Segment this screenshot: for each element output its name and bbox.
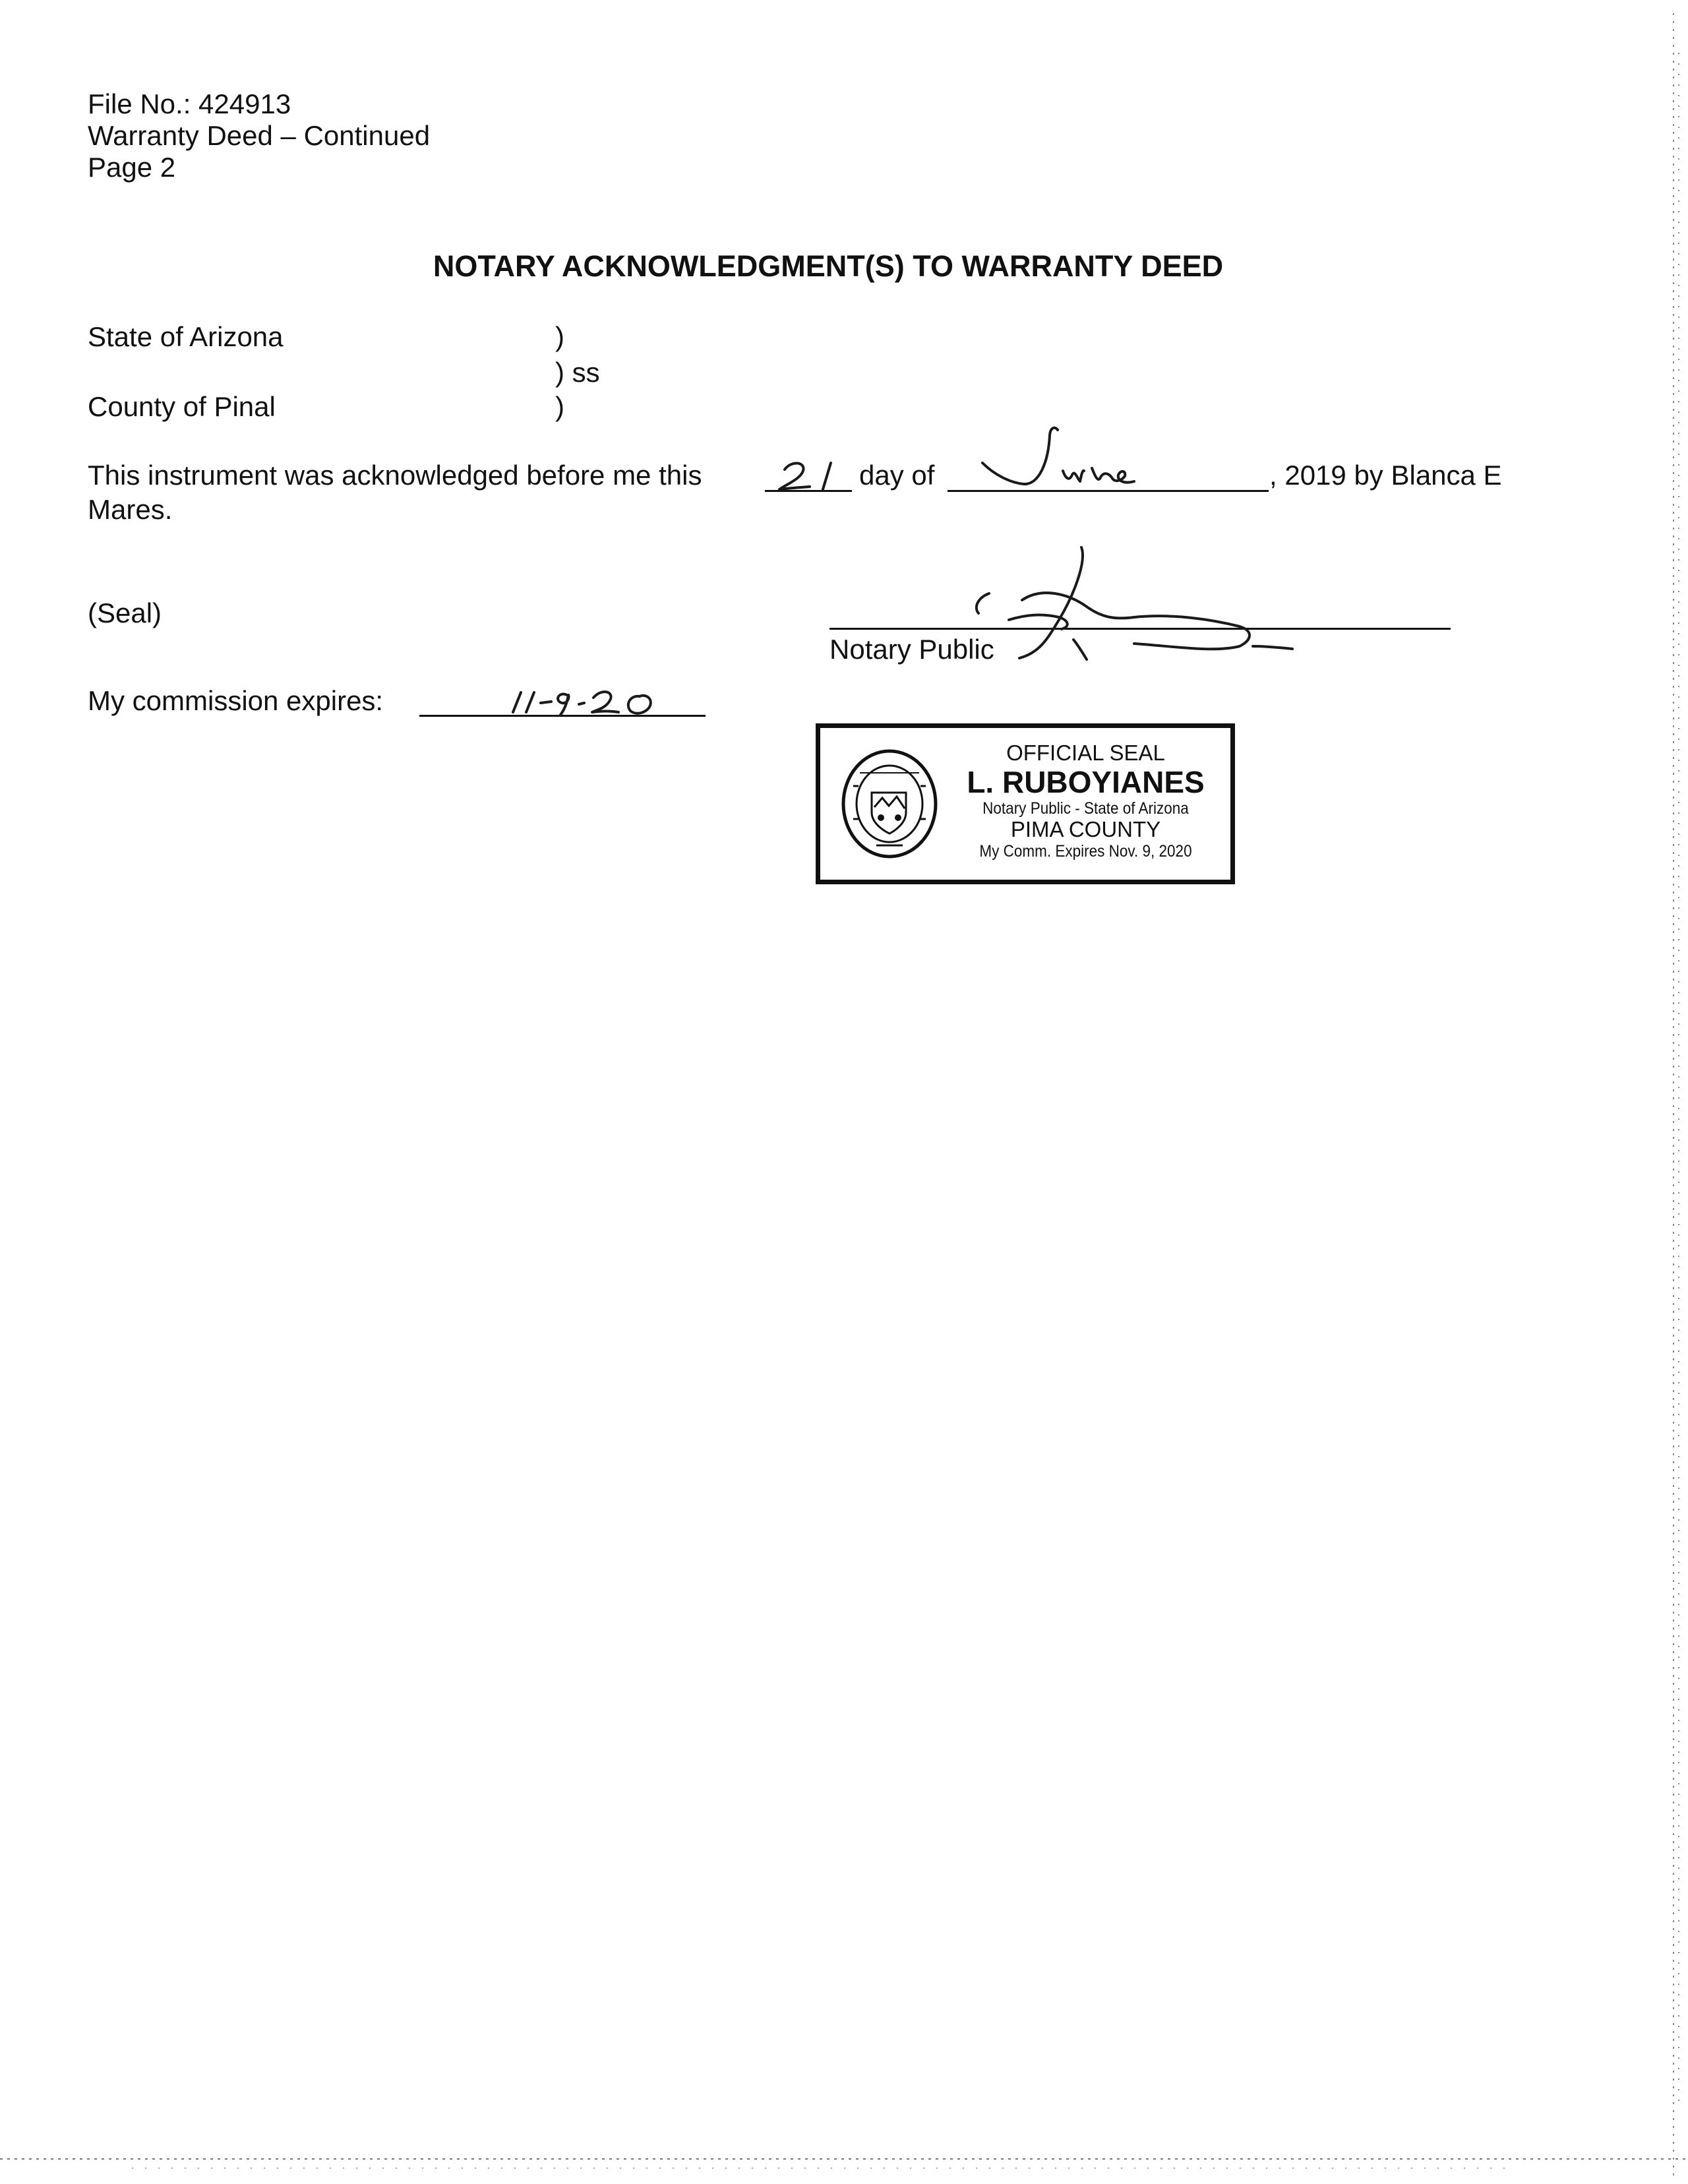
signature-caption: Notary Public [829, 634, 994, 665]
file-number-line [88, 88, 291, 121]
seal-line-county: PIMA COUNTY [1010, 817, 1161, 842]
commission-label: My commission expires: [88, 685, 384, 716]
official-seal-stamp [816, 723, 1235, 884]
seal-line-official: OFFICIAL SEAL [1006, 741, 1165, 765]
acknowledgment-text-part2: day of [859, 460, 935, 491]
acknowledgment-text-line2: Mares. [88, 494, 173, 525]
month-handwriting [976, 422, 1174, 495]
seal-label: (Seal) [88, 597, 162, 628]
scan-edge-noise [1659, 0, 1688, 2184]
venue-bracket-top: ) [555, 321, 564, 352]
day-handwriting [765, 455, 852, 495]
file-number-label: File No.: [88, 88, 191, 119]
page-number: Page 2 [88, 152, 176, 183]
acknowledgment-text-part1: This instrument was acknowledged before me this [88, 460, 702, 491]
venue-bracket-ss: ) ss [555, 357, 600, 388]
document-continued: Warranty Deed – Continued [88, 120, 431, 151]
acknowledgment-text-part3: , 2019 by Blanca E [1269, 460, 1502, 491]
seal-line-title: Notary Public - State of Arizona [982, 799, 1189, 818]
commission-date-handwriting [501, 679, 673, 719]
seal-line-expiry: My Comm. Expires Nov. 9, 2020 [979, 842, 1192, 861]
venue-bracket-bottom: ) [555, 391, 564, 422]
venue-county: County of Pinal [88, 391, 276, 422]
page-title: NOTARY ACKNOWLEDGMENT(S) TO WARRANTY DEED [433, 249, 1224, 283]
state-seal-emblem-icon [840, 746, 939, 862]
scan-bottom-noise [0, 2144, 1688, 2184]
file-number: 424913 [198, 88, 291, 119]
venue-state: State of Arizona [88, 321, 284, 352]
seal-line-name: L. RUBOYIANES [967, 764, 1205, 799]
